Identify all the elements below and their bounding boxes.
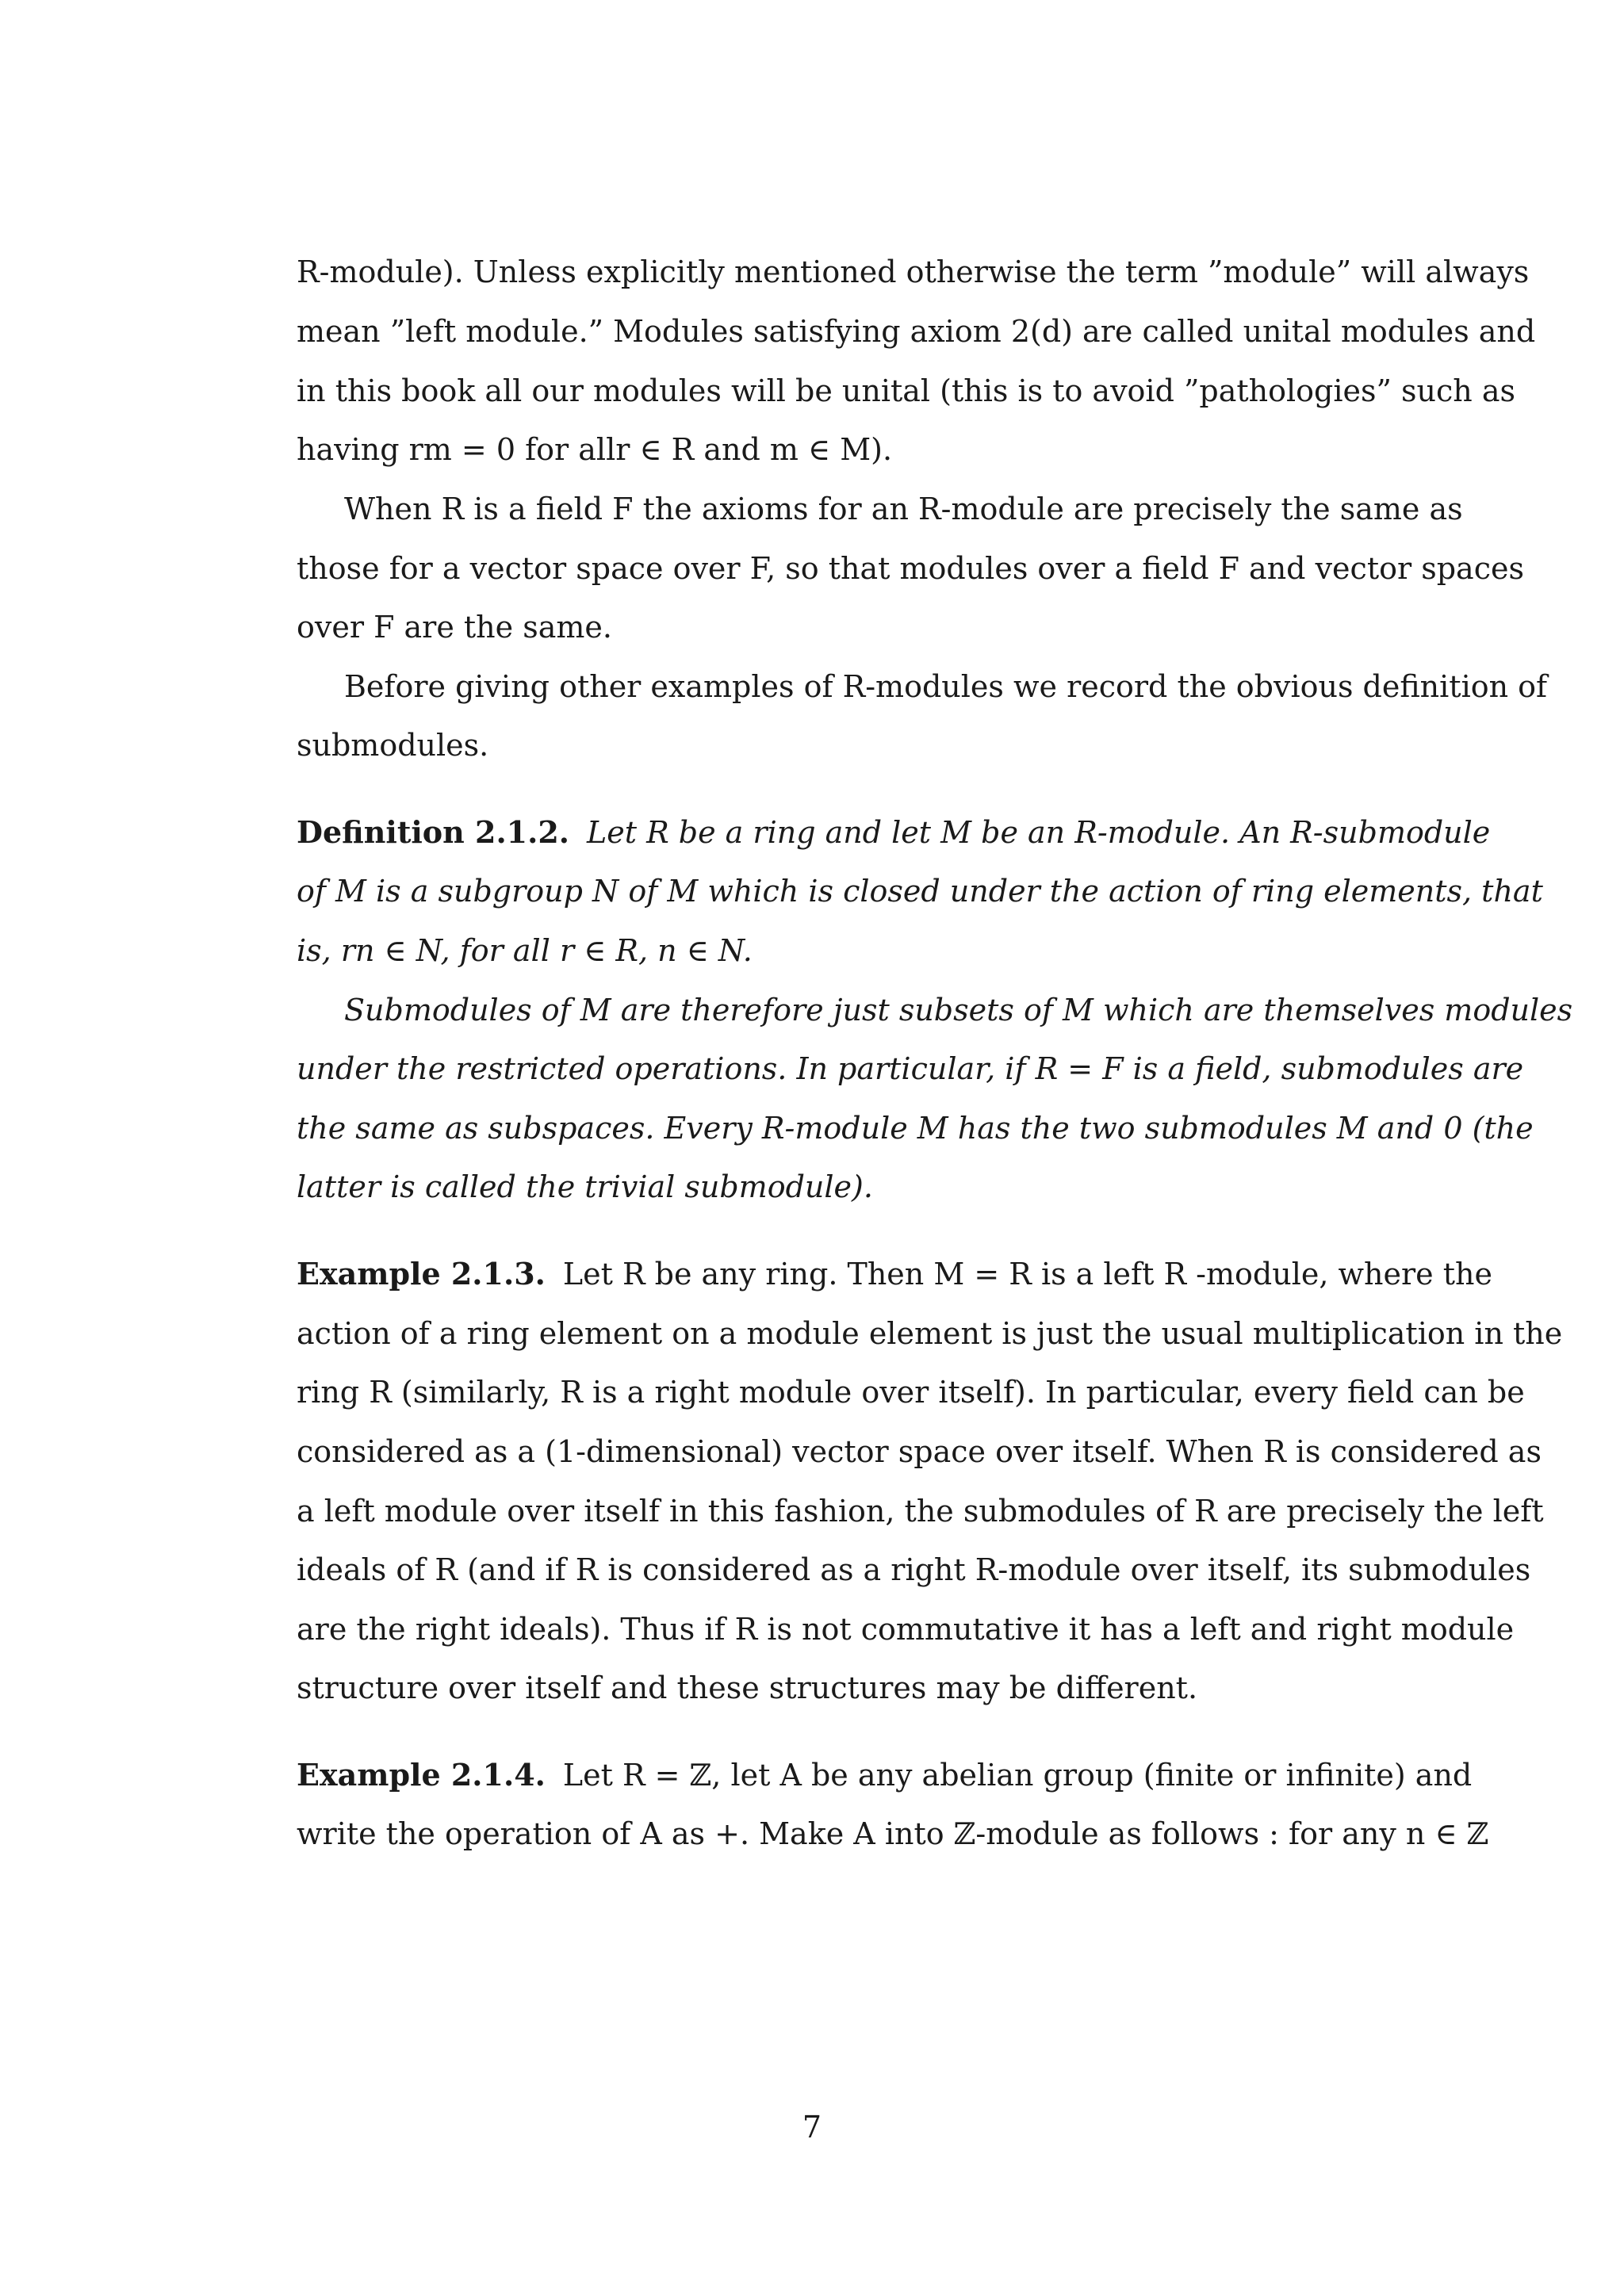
text-line: R-module). Unless explicitly mentioned otherwise the term ”module” will always [297, 254, 1530, 289]
text-line: mean ”left module.” Modules satisfying axiom 2(d) are called unital modules and [297, 314, 1536, 349]
text-line: structure over itself and these structures may be different. [297, 1670, 1198, 1705]
definition-heading: Definition 2.1.2. [297, 814, 570, 850]
text-line: ring R (similarly, R is a right module over itself). In particular, every field can be [297, 1375, 1525, 1410]
text-line: those for a vector space over F, so that modules over a field F and vector spaces [297, 551, 1524, 586]
text-line: a left module over itself in this fashion, the submodules of R are precisely the left [297, 1494, 1544, 1529]
page-number: 7 [802, 2110, 822, 2145]
text-line: the same as subspaces. Every R-module M has the two submodules M and 0 (the [297, 1111, 1534, 1146]
example-heading: Example 2.1.3. [297, 1256, 546, 1292]
example-first-line [297, 1254, 1492, 1294]
text-line: Let R be any ring. Then M = R is a left R -module, where the [562, 1257, 1492, 1292]
text-line: is, rn ∈ N, for all r ∈ R, n ∈ N. [297, 933, 753, 968]
definition-first-line [297, 813, 1491, 852]
text-line: latter is called the trivial submodule). [297, 1169, 873, 1204]
text-line: submodules. [297, 728, 489, 763]
example-heading: Example 2.1.4. [297, 1757, 546, 1793]
text-line: Before giving other examples of R-modules we record the obvious definition of [344, 669, 1548, 704]
text-line: having rm = 0 for allr ∈ R and m ∈ M). [297, 432, 893, 467]
text-line: over F are the same. [297, 610, 612, 645]
text-line: are the right ideals). Thus if R is not commutative it has a left and right module [297, 1612, 1515, 1647]
text-line: of M is a subgroup N of M which is closed under the action of ring elements, that [297, 874, 1543, 909]
text-line: When R is a field F the axioms for an R-module are precisely the same as [344, 492, 1463, 526]
text-line: Submodules of M are therefore just subsets of M which are themselves modules [344, 993, 1573, 1027]
text-line: Let R be a ring and let M be an R-module. An R-submodule [587, 815, 1491, 850]
text-line: under the restricted operations. In particular, if R = F is a field, submodules are [297, 1051, 1524, 1086]
text-line: ideals of R (and if R is considered as a right R-module over itself, its submodules [297, 1552, 1531, 1587]
example-first-line [297, 1755, 1473, 1795]
text-line: Let R = ℤ, let A be any abelian group (finite or infinite) and [562, 1758, 1473, 1793]
text-line: in this book all our modules will be unital (this is to avoid ”pathologies” such as [297, 373, 1515, 408]
text-line: write the operation of A as +. Make A into ℤ-module as follows : for any n ∈ ℤ [297, 1816, 1489, 1851]
text-line: action of a ring element on a module element is just the usual multiplication in the [297, 1316, 1563, 1351]
text-line: considered as a (1-dimensional) vector space over itself. When R is considered as [297, 1434, 1542, 1469]
